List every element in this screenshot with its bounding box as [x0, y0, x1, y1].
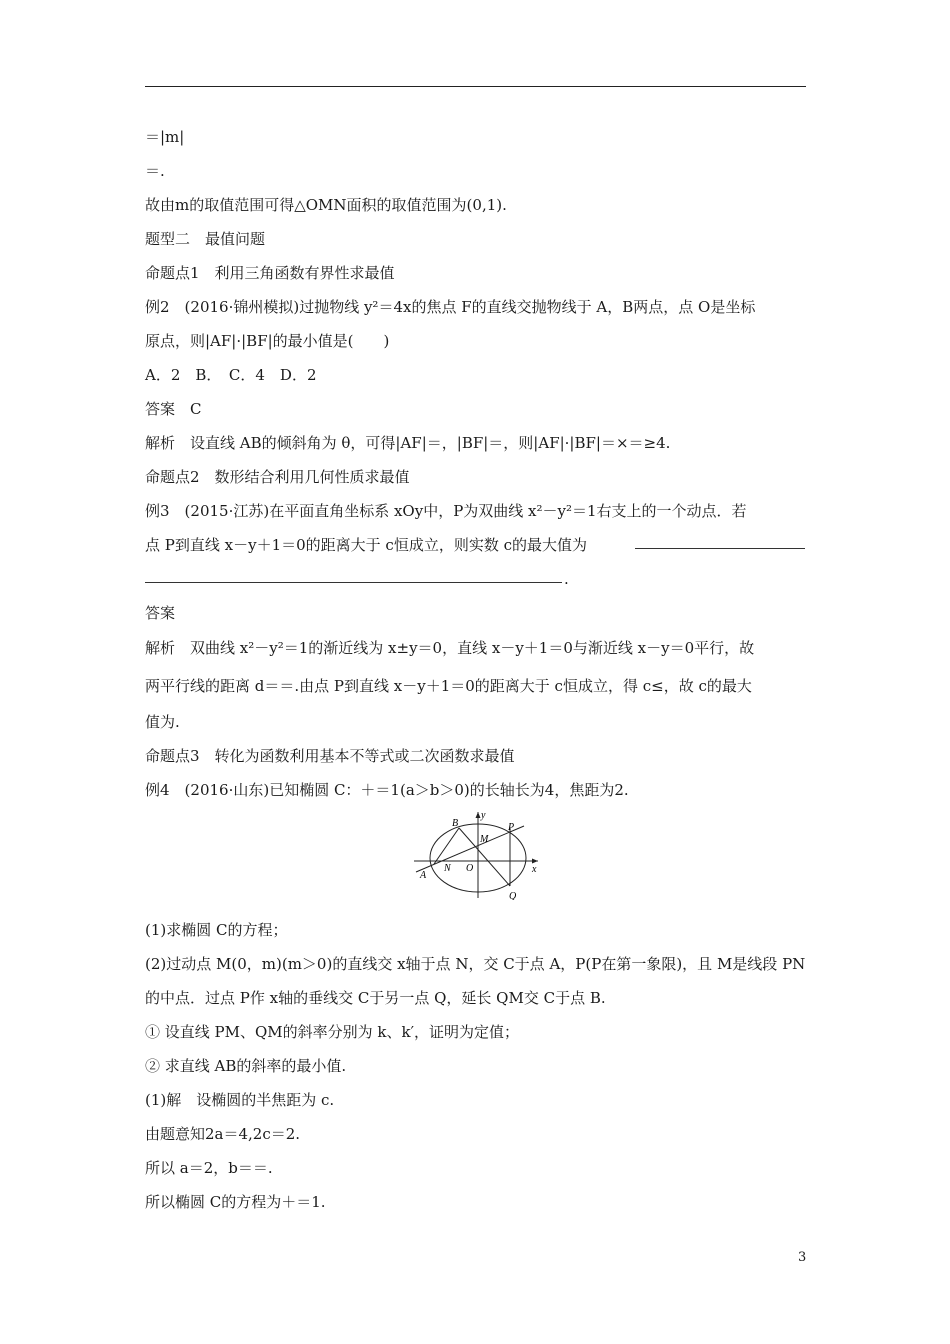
text-line: ＝|m|	[145, 128, 185, 146]
x-axis-arrow	[532, 859, 538, 864]
page-number: 3	[798, 1250, 807, 1265]
example-text: 例4 (2016·山东)已知椭圆 C：＋＝1(a＞b＞0)的长轴长为4，焦距为2.	[145, 781, 629, 799]
analysis-text: 解析 设直线 AB的倾斜角为 θ，可得|AF|＝，|BF|＝，则|AF|·|BF|＝×＝≥4.	[145, 434, 671, 452]
label-m: M	[480, 834, 489, 845]
answer-label: 答案	[145, 604, 176, 622]
y-axis-arrow	[476, 812, 481, 818]
solution-text: 所以 a＝2，b＝＝.	[145, 1159, 273, 1177]
subsection-heading: 命题点1 利用三角函数有界性求最值	[145, 264, 395, 282]
solution-text: 由题意知2a＝4,2c＝2.	[145, 1125, 301, 1143]
ellipse-figure	[412, 808, 542, 900]
label-o: O	[466, 863, 474, 874]
answer-options: A．2 B． C．4 D．2	[145, 366, 317, 384]
answer-blank	[635, 548, 805, 549]
text-line: .	[564, 570, 569, 588]
analysis-text: 解析 双曲线 x²－y²＝1的渐近线为 x±y＝0，直线 x－y＋1＝0与渐近线 x－y＝0平行，故	[145, 639, 755, 657]
text-line: 故由m的取值范围可得△OMN面积的取值范围为(0,1).	[145, 196, 507, 214]
question-text: ② 求直线 AB的斜率的最小值.	[145, 1057, 347, 1075]
text-line: ＝.	[145, 162, 165, 180]
label-q: Q	[509, 891, 517, 900]
answer-blank	[145, 582, 562, 583]
label-y: y	[481, 810, 486, 821]
label-x: x	[532, 864, 537, 875]
solution-text: 所以椭圆 C的方程为＋＝1.	[145, 1193, 326, 1211]
solution-text: (1)解 设椭圆的半焦距为 c.	[145, 1091, 335, 1109]
question-text: (2)过动点 M(0，m)(m＞0)的直线交 x轴于点 N，交 C于点 A，P(P在第一象限)，且 M是线段 PN	[145, 955, 806, 973]
subsection-heading: 命题点3 转化为函数利用基本不等式或二次函数求最值	[145, 747, 515, 765]
example-text: 点 P到直线 x－y＋1＝0的距离大于 c恒成立，则实数 c的最大值为	[145, 536, 587, 554]
question-text: ① 设直线 PM、QM的斜率分别为 k、k′，证明为定值；	[145, 1023, 519, 1041]
subsection-heading: 命题点2 数形结合利用几何性质求最值	[145, 468, 410, 486]
question-text: 的中点．过点 P作 x轴的垂线交 C于另一点 Q，延长 QM交 C于点 B.	[145, 989, 606, 1007]
header-rule	[145, 86, 806, 87]
example-text: 原点，则|AF|·|BF|的最小值是( )	[145, 332, 390, 350]
label-p: P	[508, 822, 515, 833]
label-b: B	[452, 818, 459, 829]
section-heading: 题型二 最值问题	[145, 230, 266, 248]
analysis-text: 值为.	[145, 713, 180, 731]
label-n: N	[444, 863, 451, 874]
question-text: (1)求椭圆 C的方程；	[145, 921, 288, 939]
label-a: A	[420, 870, 427, 881]
example-text: 例3 (2015·江苏)在平面直角坐标系 xOy中，P为双曲线 x²－y²＝1右支上的一个动点．若	[145, 502, 747, 520]
answer-label: 答案 C	[145, 400, 202, 418]
example-text: 例2 (2016·锦州模拟)过抛物线 y²＝4x的焦点 F的直线交抛物线于 A，B两点，点 O是坐标	[145, 298, 756, 316]
analysis-text: 两平行线的距离 d＝＝.由点 P到直线 x－y＋1＝0的距离大于 c恒成立，得 c≤，故 c的最大	[145, 677, 752, 695]
